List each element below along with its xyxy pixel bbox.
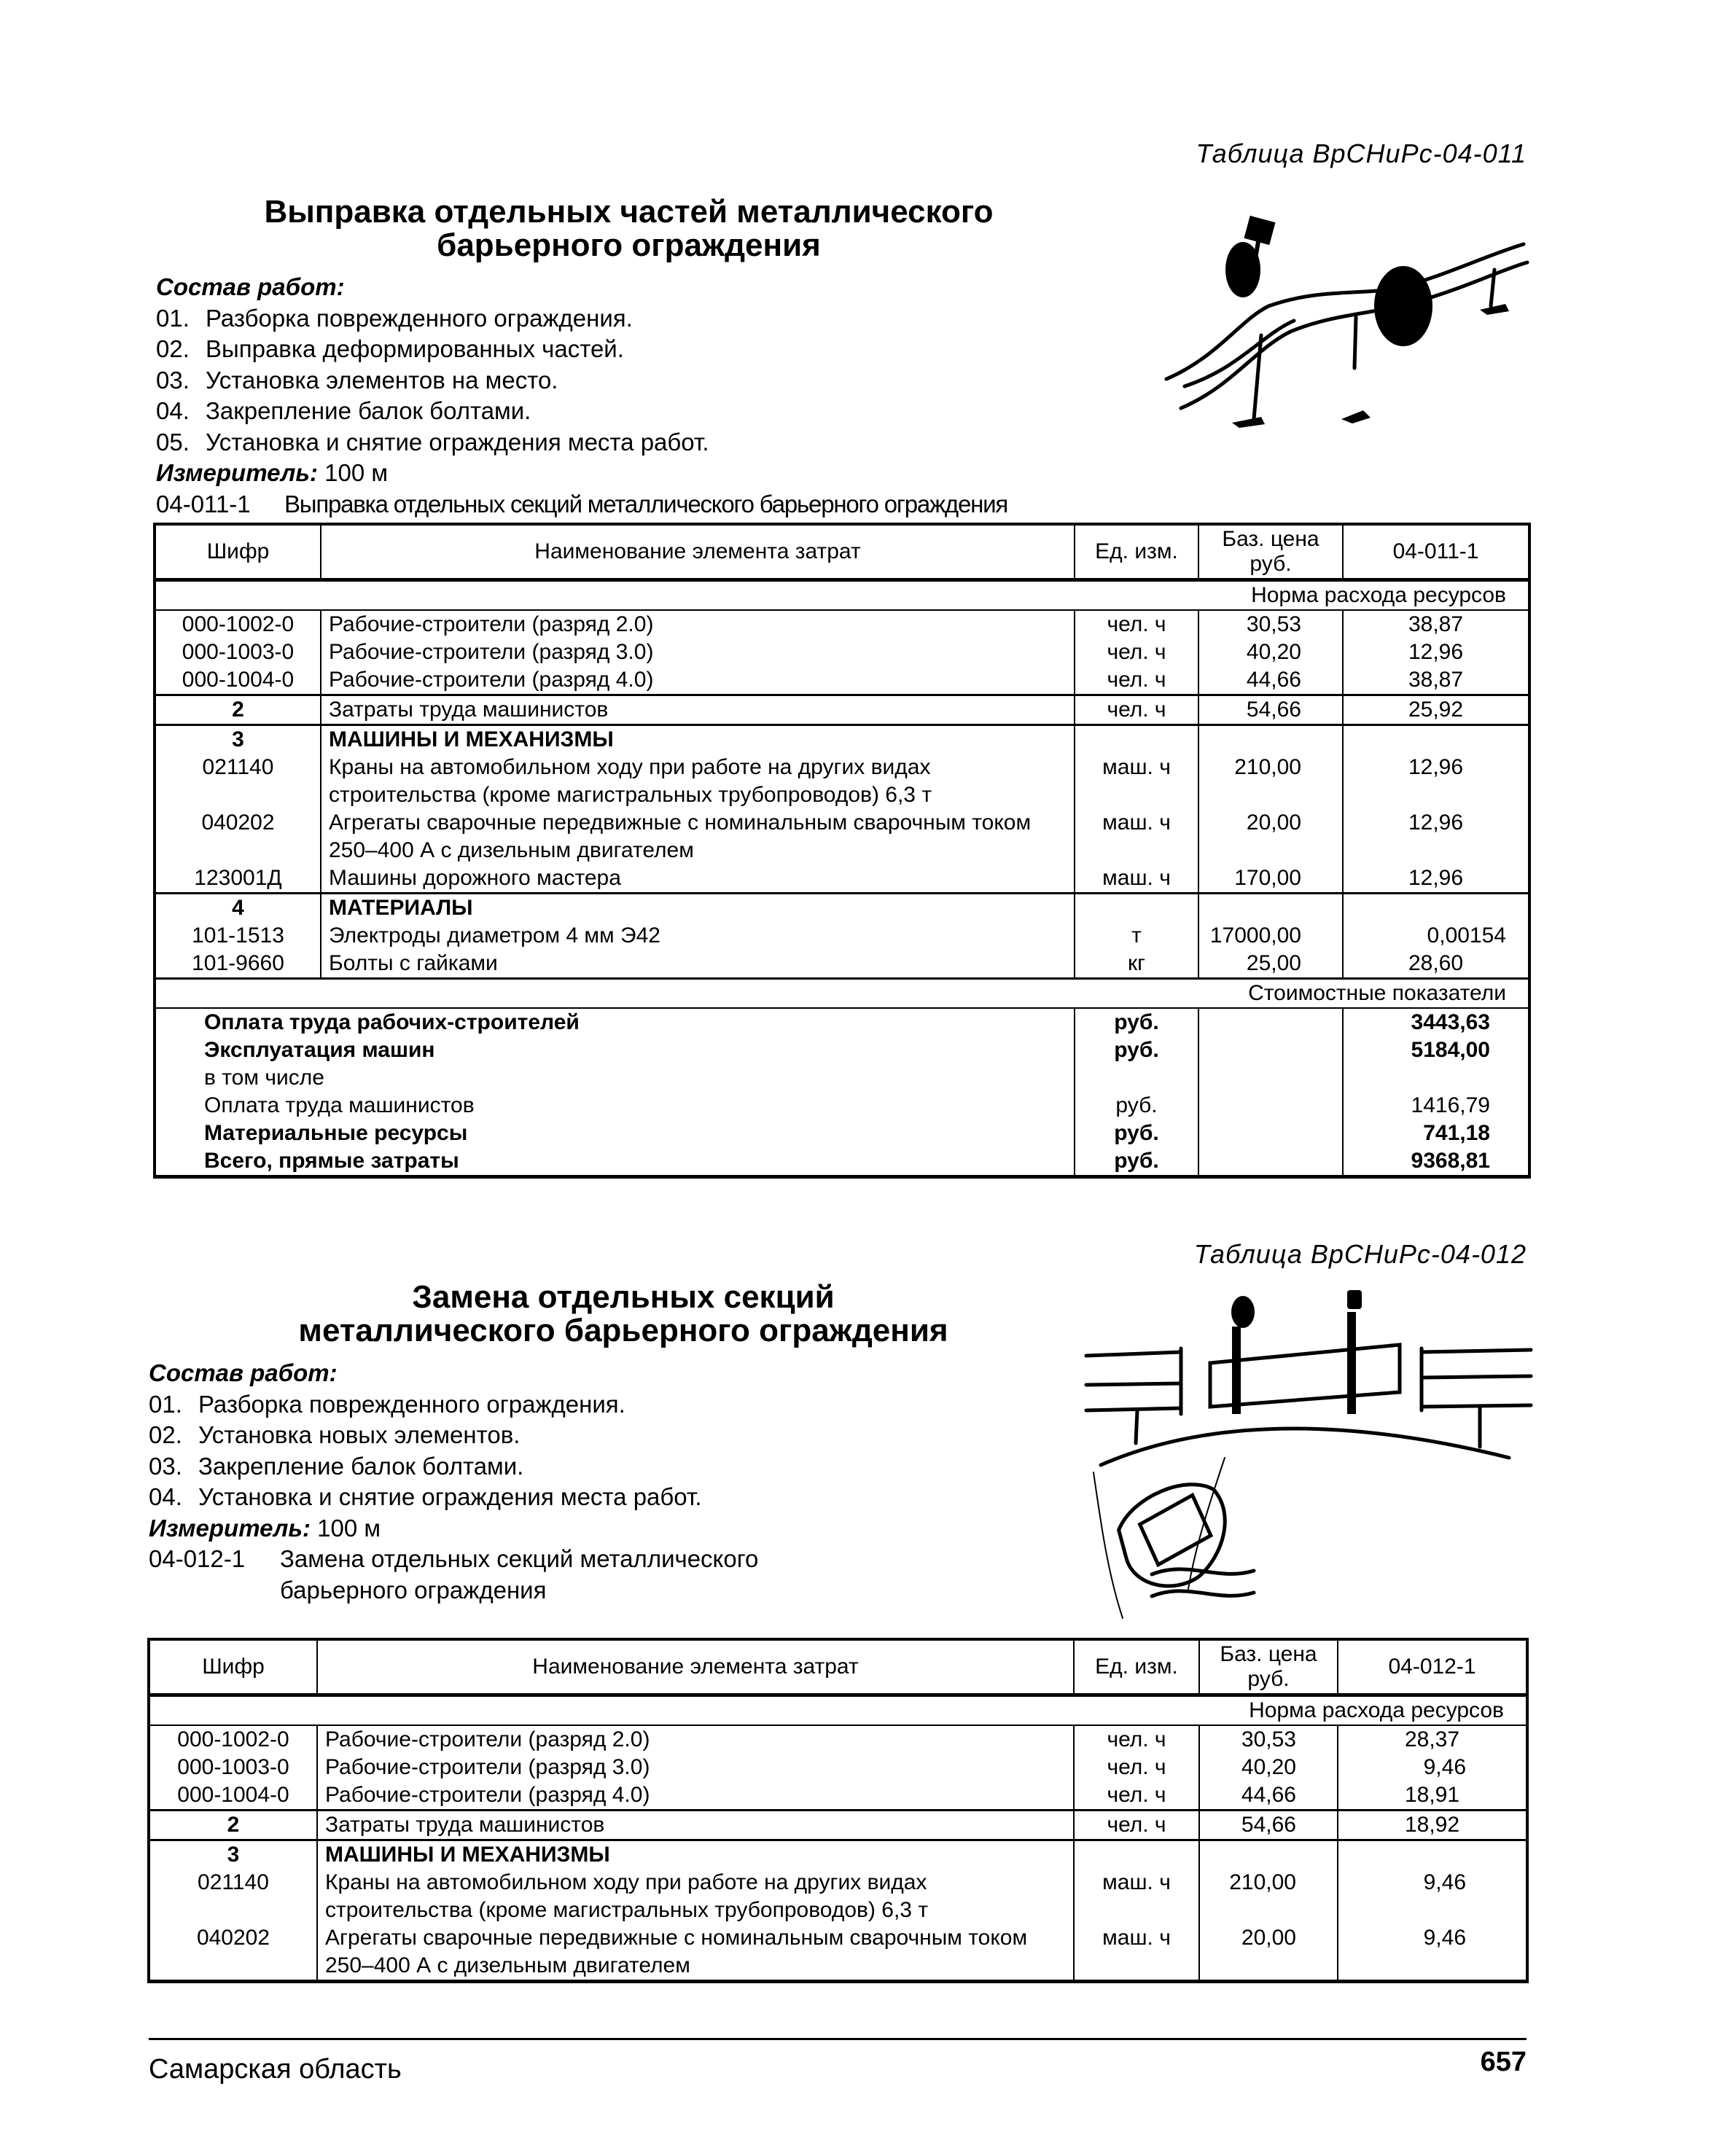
norm-subheader: Норма расхода ресурсов bbox=[155, 580, 1529, 611]
norm-subheader: Норма расхода ресурсов bbox=[149, 1695, 1527, 1726]
section-title-04-011 bbox=[241, 195, 1017, 262]
cost-row: в том числе bbox=[155, 1064, 1529, 1092]
work-item: 03. Установка элементов на место. bbox=[156, 366, 558, 394]
cost-subheader: Стоимостные показатели bbox=[155, 979, 1529, 1009]
header-unit: Ед. изм. bbox=[1075, 524, 1198, 580]
workers-replacing-barrier-section-illustration bbox=[1072, 1283, 1538, 1625]
norm-title-line-2: барьерного ограждения bbox=[280, 1576, 547, 1604]
meter-line: Измеритель: 100 м bbox=[156, 459, 389, 486]
table-row-group-header: 4 МАТЕРИАЛЫ bbox=[155, 894, 1529, 923]
header-base-price: Баз. цена руб. bbox=[1198, 524, 1343, 580]
table-row: 2 Затраты труда машинистов чел. ч 54,66 18,92 bbox=[149, 1811, 1527, 1840]
table-row: 123001Д Машины дорожного мастера маш. ч 170,00 12,96 bbox=[155, 864, 1529, 894]
cost-row: Материальные ресурсы руб. 741,18 bbox=[155, 1120, 1529, 1147]
table-row-group-header: 3 МАШИНЫ И МЕХАНИЗМЫ bbox=[149, 1840, 1527, 1870]
meter-line: Измеритель: 100 м bbox=[149, 1514, 381, 1542]
header-norm-code: 04-011-1 bbox=[1343, 524, 1529, 580]
table-reference-04-012: Таблица ВрСНиРс-04-012 bbox=[1193, 1239, 1527, 1269]
table-row: 000-1003-0 Рабочие-строители (разряд 3.0) чел. ч 40,20 9,46 bbox=[149, 1754, 1527, 1781]
page-number: 657 bbox=[1480, 2047, 1527, 2077]
norm-title-line: 04-012-1 Замена отдельных секций металлического bbox=[149, 1545, 759, 1572]
work-item: 04. Закрепление балок болтами. bbox=[156, 397, 531, 424]
header-norm-code: 04-012-1 bbox=[1338, 1639, 1527, 1695]
title-line-1: Выправка отдельных частей металлического bbox=[264, 194, 994, 230]
footer-divider bbox=[149, 2038, 1527, 2040]
composition-block-04-012 bbox=[149, 1358, 758, 1606]
cost-row: Всего, прямые затраты руб. 9368,81 bbox=[155, 1147, 1529, 1177]
resource-norm-table-04-011 bbox=[153, 523, 1531, 1179]
header-code: Шифр bbox=[149, 1639, 317, 1695]
title-line-1: Замена отдельных секций bbox=[412, 1279, 835, 1315]
header-unit: Ед. изм. bbox=[1074, 1639, 1199, 1695]
work-item: 05. Установка и снятие ограждения места работ. bbox=[156, 428, 709, 456]
workers-straightening-barrier-illustration bbox=[1159, 211, 1538, 430]
work-item: 01. Разборка поврежденного ограждения. bbox=[149, 1390, 625, 1418]
table-row: 000-1004-0 Рабочие-строители (разряд 4.0) чел. ч 44,66 18,91 bbox=[149, 1781, 1527, 1811]
table-row: 101-9660 Болты с гайками кг 25,00 28,60 bbox=[155, 950, 1529, 979]
cost-row: Оплата труда машинистов руб. 1416,79 bbox=[155, 1092, 1529, 1120]
table-row: 000-1002-0 Рабочие-строители (разряд 2.0) чел. ч 30,53 28,37 bbox=[149, 1725, 1527, 1754]
header-code: Шифр bbox=[155, 524, 321, 580]
header-base-price: Баз. цена руб. bbox=[1199, 1639, 1338, 1695]
work-item: 04. Установка и снятие ограждения места работ. bbox=[149, 1483, 702, 1510]
table-row: 000-1002-0 Рабочие-строители (разряд 2.0) чел. ч 30,53 38,87 bbox=[155, 610, 1529, 638]
resource-norm-table-04-012 bbox=[147, 1638, 1529, 1983]
table-row: 040202 Агрегаты сварочные передвижные с номинальным сварочным током 250–400 А с дизельным двигателем маш. ч 20,00 9,46 bbox=[149, 1924, 1527, 1982]
section-title-04-012 bbox=[262, 1281, 984, 1348]
table-row: 000-1003-0 Рабочие-строители (разряд 3.0) чел. ч 40,20 12,96 bbox=[155, 638, 1529, 666]
composition-label: Состав работ: bbox=[156, 273, 345, 300]
work-item: 02. Выправка деформированных частей. bbox=[156, 335, 624, 362]
table-row: 021140 Краны на автомобильном ходу при работе на других видах строительства (кроме магистральных трубопроводов) 6,3 т маш. ч 210,00 12,96 bbox=[155, 754, 1529, 809]
work-item: 02. Установка новых элементов. bbox=[149, 1421, 521, 1448]
footer-region: Самарская область bbox=[149, 2054, 402, 2085]
table-row-group-header: 3 МАШИНЫ И МЕХАНИЗМЫ bbox=[155, 725, 1529, 754]
work-item: 01. Разборка поврежденного ограждения. bbox=[156, 304, 633, 332]
cost-row: Эксплуатация машин руб. 5184,00 bbox=[155, 1036, 1529, 1064]
table-row: 040202 Агрегаты сварочные передвижные с номинальным сварочным током 250–400 А с дизельным двигателем маш. ч 20,00 12,96 bbox=[155, 809, 1529, 864]
table-row: 2 Затраты труда машинистов чел. ч 54,66 25,92 bbox=[155, 695, 1529, 725]
table-reference-04-011: Таблица ВрСНиРс-04-011 bbox=[1196, 138, 1527, 168]
table-row: 021140 Краны на автомобильном ходу при работе на других видах строительства (кроме магистральных трубопроводов) 6,3 т маш. ч 210,00 9,46 bbox=[149, 1869, 1527, 1924]
title-line-2: барьерного ограждения bbox=[437, 227, 821, 263]
table-row: 101-1513 Электроды диаметром 4 мм Э42 т 17000,00 0,00154 bbox=[155, 922, 1529, 950]
norm-title-line: 04-011-1 Выправка отдельных секций металлического барьерного ограждения bbox=[156, 490, 1008, 517]
header-name: Наименование элемента затрат bbox=[317, 1639, 1074, 1695]
composition-block-04-011 bbox=[156, 272, 1007, 520]
table-row: 000-1004-0 Рабочие-строители (разряд 4.0) чел. ч 44,66 38,87 bbox=[155, 666, 1529, 695]
composition-label: Состав работ: bbox=[149, 1359, 338, 1386]
work-item: 03. Закрепление балок болтами. bbox=[149, 1452, 524, 1480]
header-name: Наименование элемента затрат bbox=[321, 524, 1075, 580]
title-line-2: металлического барьерного ограждения bbox=[298, 1313, 948, 1348]
cost-row: Оплата труда рабочих-строителей руб. 3443,63 bbox=[155, 1008, 1529, 1036]
